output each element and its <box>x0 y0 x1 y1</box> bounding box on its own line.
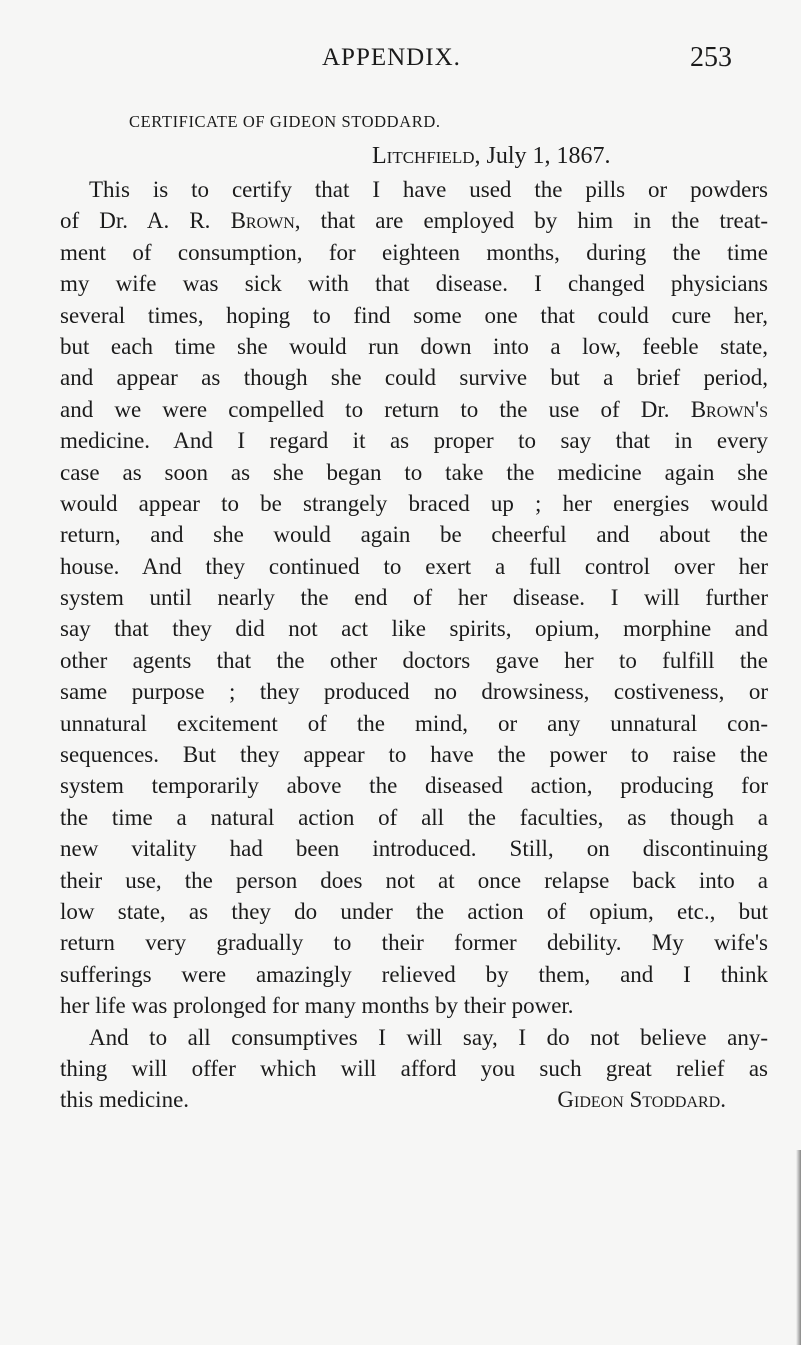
text-span: , that are employed by him in the treat- <box>294 208 769 234</box>
text-span: and we were compelled to return to the use of Dr. <box>60 396 691 422</box>
signature: Gideon Stoddard. <box>557 1087 726 1113</box>
text-line: thing will offer which will afford you such great relief as <box>60 1055 768 1081</box>
text-line: would appear to be strangely braced up ; her energies would <box>60 490 768 516</box>
text-line: unnatural excitement of the mind, or any unnatural con- <box>60 710 768 736</box>
text-line: medicine. And I regard it as proper to say that in every <box>60 428 768 454</box>
dateline-date: , July 1, 1867. <box>474 143 611 169</box>
name-brown: Brown <box>230 208 295 234</box>
page-number: 253 <box>690 42 732 73</box>
text-line: system temporarily above the diseased action, producing for <box>60 773 768 799</box>
text-line: my wife was sick with that disease. I changed physicians <box>60 271 768 297</box>
text-line: ment of consumption, for eighteen months, during the time <box>60 239 768 265</box>
text-line: And to all consumptives I will say, I do not believe any- <box>89 1024 768 1050</box>
text-line: house. And they continued to exert a full control over her <box>60 553 768 579</box>
dateline-place: Litchfield <box>372 143 475 169</box>
dateline <box>372 143 611 170</box>
name-browns: Brown's <box>690 396 768 422</box>
text-line: new vitality had been introduced. Still, on discontinuing <box>60 836 768 862</box>
text-line: but each time she would run down into a low, feeble state, <box>60 333 768 359</box>
certificate-body <box>60 174 768 1116</box>
text-line: other agents that the other doctors gave her to fulfill the <box>60 647 768 673</box>
text-span: this medicine. <box>60 1087 190 1113</box>
certificate-heading: CERTIFICATE OF GIDEON STODDARD. <box>129 112 441 131</box>
text-span: of Dr. A. R. <box>60 208 231 234</box>
text-line: low state, as they do under the action of opium, etc., but <box>60 898 768 924</box>
text-line <box>60 205 768 236</box>
running-title: APPENDIX. <box>322 44 461 71</box>
text-line: several times, hoping to find some one that could cure her, <box>60 302 768 328</box>
text-line: her life was prolonged for many months by their power. <box>60 993 574 1019</box>
scan-edge-shadow <box>796 1150 801 1345</box>
running-head <box>0 44 801 84</box>
text-line: This is to certify that I have used the pills or powders <box>89 177 768 202</box>
closing-line <box>60 1084 768 1115</box>
text-line: sufferings were amazingly relieved by them, and I think <box>60 961 768 987</box>
text-line: return, and she would again be cheerful and about the <box>60 522 768 548</box>
text-line: the time a natural action of all the faculties, as though a <box>60 804 768 830</box>
text-line <box>60 394 768 425</box>
text-line: case as soon as she began to take the medicine again she <box>60 459 768 485</box>
text-line: and appear as though she could survive but a brief period, <box>60 365 768 391</box>
text-line: system until nearly the end of her disease. I will further <box>60 585 768 611</box>
text-line: their use, the person does not at once relapse back into a <box>60 867 768 893</box>
text-line: return very gradually to their former debility. My wife's <box>60 930 768 956</box>
text-line: sequences. But they appear to have the power to raise the <box>60 742 768 768</box>
text-line: same purpose ; they produced no drowsiness, costiveness, or <box>60 679 768 705</box>
text-line: say that they did not act like spirits, opium, morphine and <box>60 616 768 642</box>
